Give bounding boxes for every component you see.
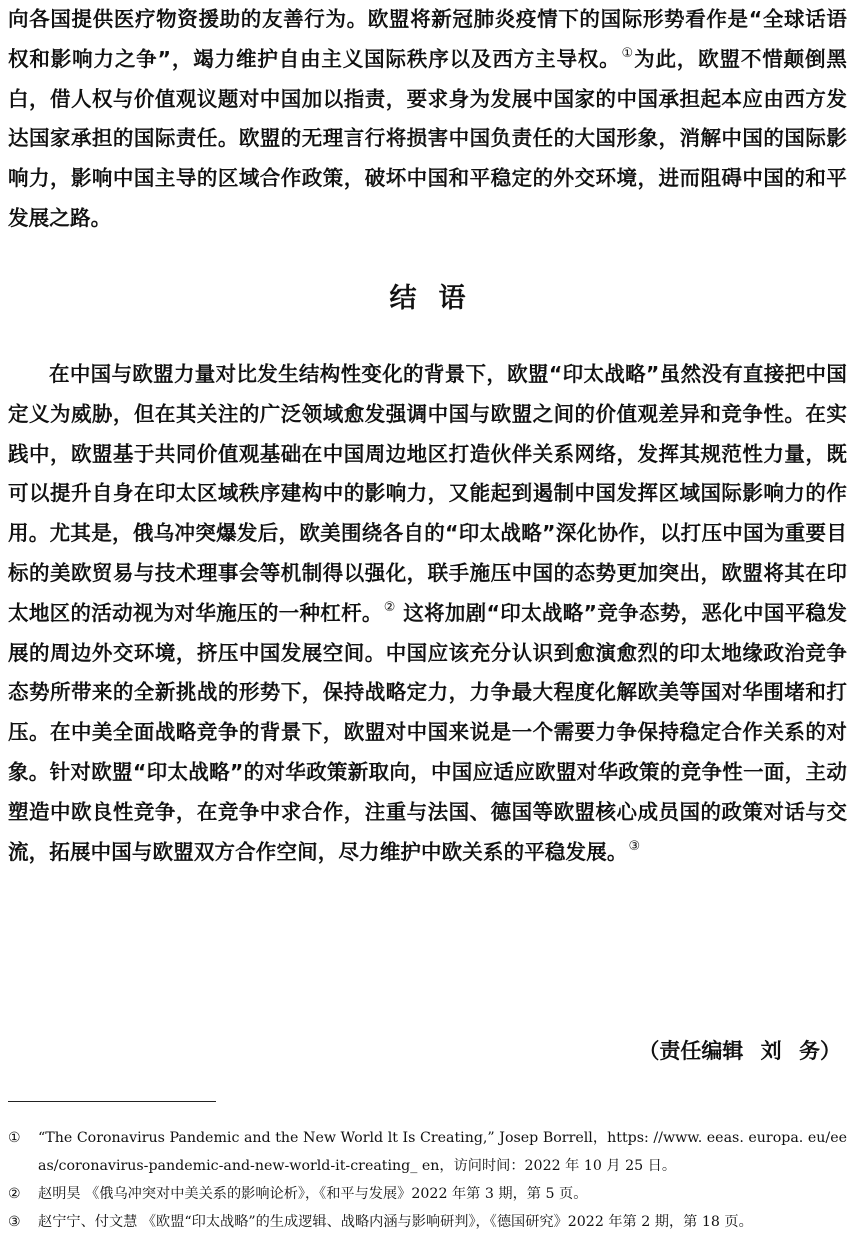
paragraph-text: 在中国与欧盟力量对比发生结构性变化的背景下，欧盟“印太战略”虽然没有直接把中国定义为威胁，但在其关注的广泛领域愈发强调中国与欧盟之间的价值观差异和竞争性。在实践中，欧盟基于共同价值观基础在中国周边地区打造伙伴关系网络，发挥其规范性力量，既可以提升自身在印太区域秩序建构中的影响力，又能起到遏制中国发挥区域国际影响力的作用。尤其是，俄乌冲突爆发后，欧美围绕各自的“印太战略”深化协作，以打压中国为重要目标的美欧贸易与技术理事会等机制得以强化，联手施压中国的态势更加突出，欧盟将其在印太地区的活动视为对华施压的一种杠杆。 [8,362,847,625]
paragraph-text: 为此，欧盟不惜颠倒黑白，借人权与价值观议题对中国加以指责，要求身为发展中国家的中国承担起本应由西方发达国家承担的国际责任。欧盟的无理言行将损害中国负责任的大国形象，消解中国的国际影响力，影响中国主导的区域合作政策，破坏中国和平稳定的外交环境，进而阻碍中国的和平发展之路。 [8,46,848,230]
footnote-number: ③ [8,1214,21,1230]
paragraph-text: 这将加剧“印太战略”竞争态势，恶化中国平稳发展的周边外交环境，挤压中国发展空间。中国应该充分认识到愈演愈烈的印太地缘政治竞争态势所带来的全新挑战的形势下，保持战略定力，力争最大程度化解欧美等国对华围堵和打压。在中美全面战略竞争的背景下，欧盟对中国来说是一个需要力争保持稳定合作关系的对象。针对欧盟“印太战略”的对华政策新取向，中国应适应欧盟对华政策的竞争性一面，主动塑造中欧良性竞争，在竞争中求合作，注重与法国、德国等欧盟核心成员国的政策对话与交流，拓展中国与欧盟双方合作空间，尽力维护中欧关系的平稳发展。 [8,600,847,864]
footnote-text: “The Coronavirus Pandemic and the New World lt Is Creating,” Josep Borrell，https: //www. eeas. europa. eu/eeas/coronavirus-pandemic-and-new-world-it-creating_ en，访问时间：2022 年 10 月 25 日。 [38,1130,847,1174]
footnote-number: ② [8,1186,21,1202]
footnote-ref-3[interactable]: ③ [628,838,641,854]
footnote-3 [8,1208,847,1236]
editor-credit: （责任编辑 刘 务） [638,1039,841,1063]
paragraph-continued [8,0,847,239]
paragraph-conclusion [8,355,847,872]
section-heading: 结语 [389,283,488,314]
footnote-2 [8,1180,847,1208]
footnote-divider [8,1101,216,1102]
footnote-ref-2[interactable]: ② [383,599,396,615]
footnote-text: 赵宁宁、付文慧 《欧盟“印太战略”的生成逻辑、战略内涵与影响研判》，《德国研究》2022 年第 2 期，第 18 页。 [38,1214,753,1230]
paragraph-text: 向各国提供医疗物资援助的友善行为。欧盟将新冠肺炎疫情下的国际形势看作是“全球话语权和影响力之争”，竭力维护自由主义国际秩序以及西方主导权。 [8,7,847,71]
footnote-ref-1[interactable]: ① [621,45,635,61]
footnote-number: ① [8,1130,21,1146]
footnote-text: 赵明昊 《俄乌冲突对中美关系的影响论析》，《和平与发展》2022 年第 3 期，第 5 页。 [38,1186,588,1202]
footnote-1 [8,1124,847,1180]
footnotes [8,1124,847,1236]
